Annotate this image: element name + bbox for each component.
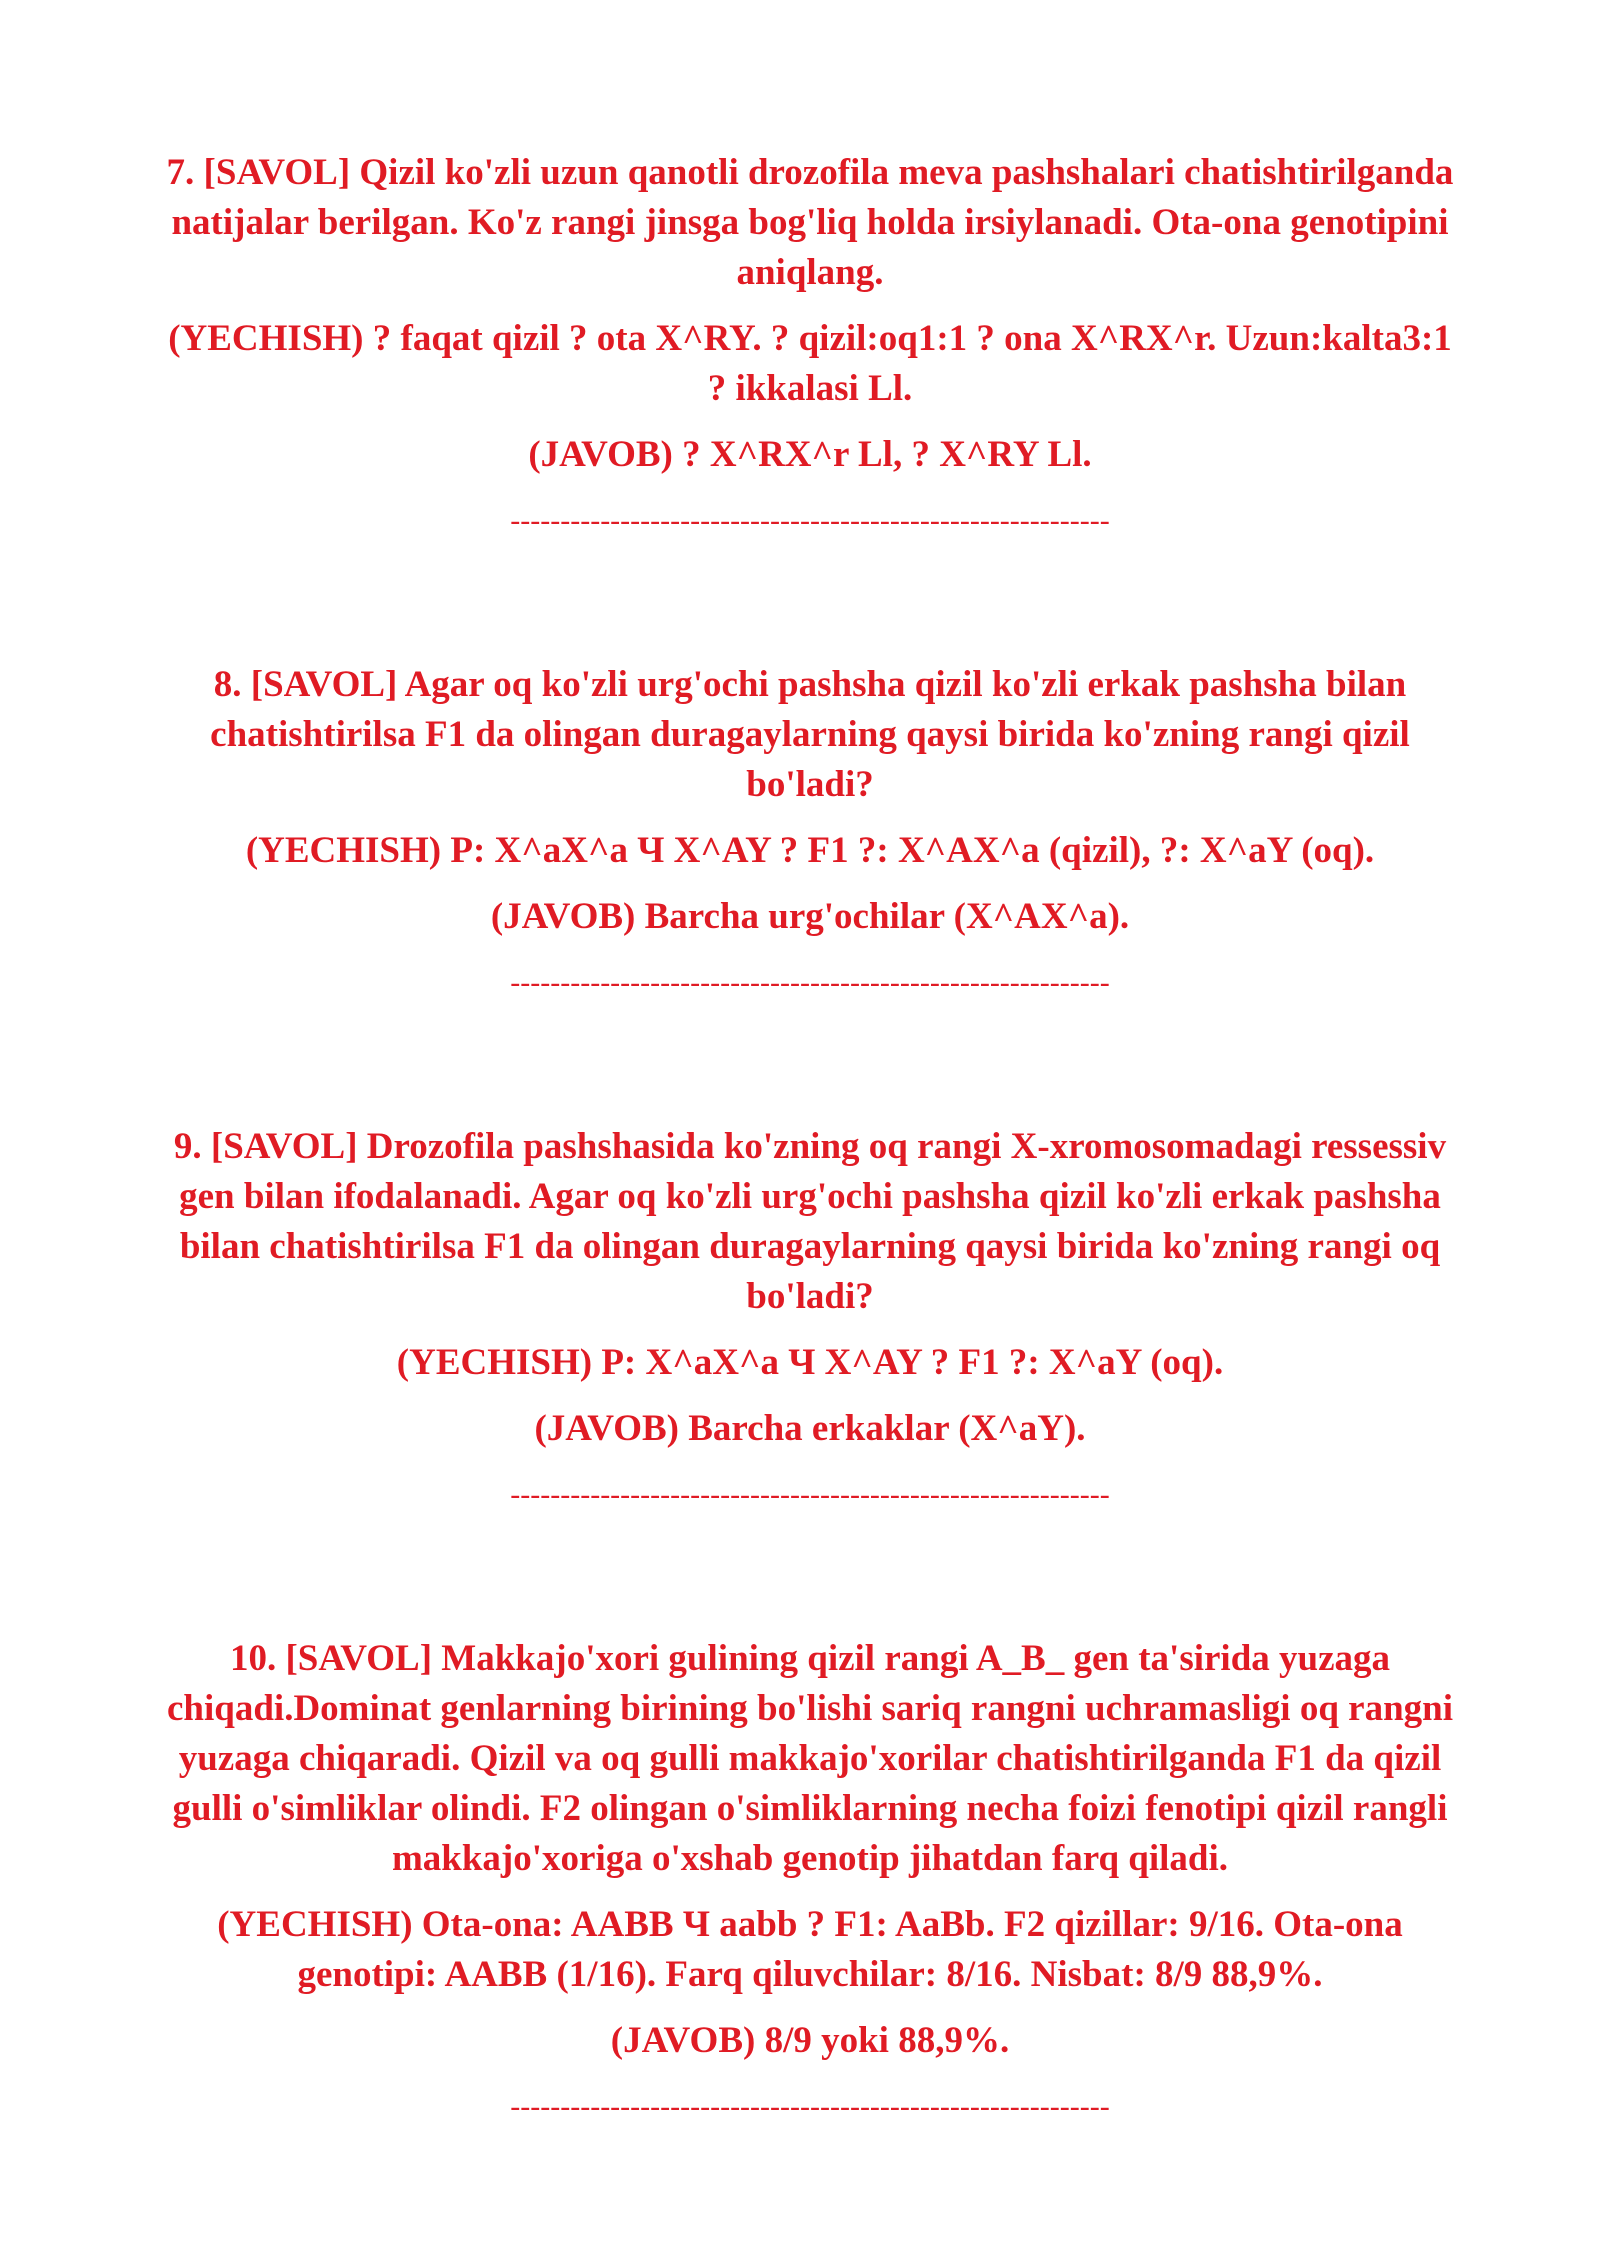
solution-text: (YECHISH) P: X^aX^a Ч X^AY ? F1 ?: X^aY (oq). [396,1342,1224,1383]
block-spacer [160,1008,1460,1122]
divider-line: ------------------------------------------------------------ [510,966,1110,999]
answer-text: (JAVOB) 8/9 yoki 88,9%. [610,2020,1010,2061]
document-content [160,148,1460,2132]
question-text: 8. [SAVOL] Agar oq ko'zli urg'ochi pashsha qizil ko'zli erkak pashsha bilan chatishtirilsa F1 da olingan duragaylarning qaysi birida ko'zning rangi qizil bo'ladi? [210,664,1410,805]
block-spacer [160,546,1460,660]
question-text: 7. [SAVOL] Qizil ko'zli uzun qanotli drozofila meva pashshalari chatishtirilganda natijalar berilgan. Ko'z rangi jinsga bog'liq holda irsiylanadi. Ota-ona genotipini aniqlang. [166,152,1454,293]
answer-text: (JAVOB) ? X^RX^r Ll, ? X^RY Ll. [528,434,1092,475]
solution-text: (YECHISH) ? faqat qizil ? ota X^RY. ? qizil:oq1:1 ? ona X^RX^r. Uzun:kalta3:1 ? ikkalasi Ll. [168,318,1452,409]
question-block-7 [160,148,1460,546]
question-text: 9. [SAVOL] Drozofila pashshasida ko'zning oq rangi X-xromosomadagi ressessiv gen bilan ifodalanadi. Agar oq ko'zli urg'ochi pashsha qizil ko'zli erkak pashsha bilan chatishtirilsa F1 da olingan duragaylarning qaysi birida ko'zning rangi oq bo'ladi? [173,1126,1447,1317]
divider-line: ------------------------------------------------------------ [510,504,1110,537]
answer-text: (JAVOB) Barcha erkaklar (X^aY). [534,1408,1086,1449]
divider-line: ------------------------------------------------------------ [510,2090,1110,2123]
question-block-10 [160,1634,1460,2132]
block-spacer [160,1520,1460,1634]
solution-text: (YECHISH) P: X^aX^a Ч X^AY ? F1 ?: X^AX^a (qizil), ?: X^aY (oq). [245,830,1375,871]
question-block-9 [160,1122,1460,1520]
question-block-8 [160,660,1460,1008]
solution-text: (YECHISH) Ota-ona: AABB Ч aabb ? F1: AaBb. F2 qizillar: 9/16. Ota-ona genotipi: AABB (1/16). Farq qiluvchilar: 8/16. Nisbat: 8/9 88,9%. [217,1904,1403,1995]
answer-text: (JAVOB) Barcha urg'ochilar (X^AX^a). [490,896,1130,937]
divider-line: ------------------------------------------------------------ [510,1478,1110,1511]
question-text: 10. [SAVOL] Makkajo'xori gulining qizil rangi A_B_ gen ta'sirida yuzaga chiqadi.Dominat genlarning birining bo'lishi sariq rangni uchramasligi oq rangni yuzaga chiqaradi. Qizil va oq gulli makkajo'xorilar chatishtirilganda F1 da qizil gulli o'simliklar olindi. F2 olingan o'simliklarning necha foizi fenotipi qizil rangli makkajo'xoriga o'xshab genotip jihatdan farq qiladi. [166,1638,1454,1879]
